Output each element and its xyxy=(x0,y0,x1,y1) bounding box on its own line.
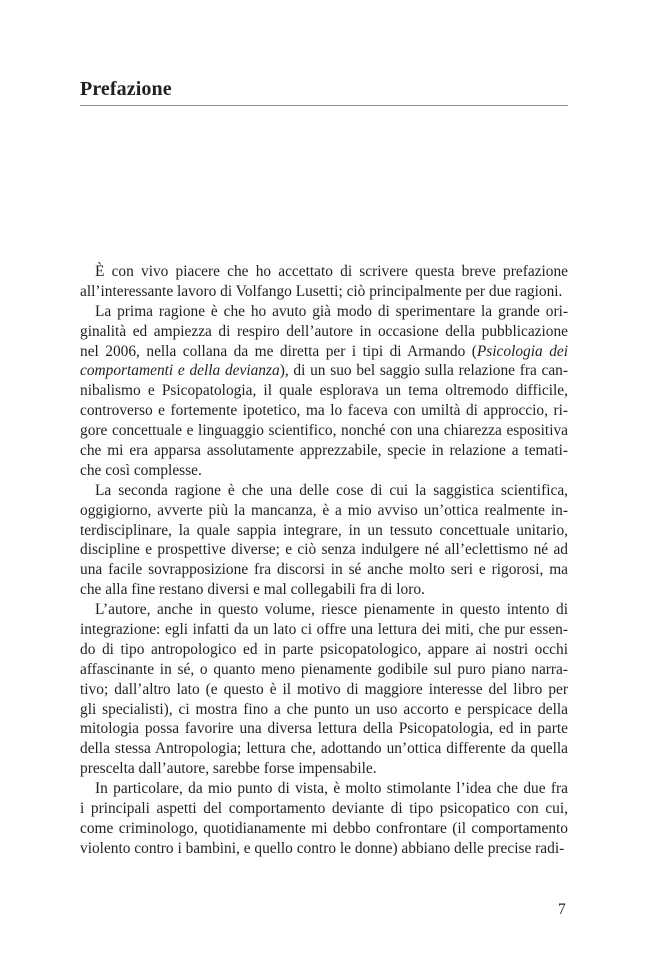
text-segment: che così complesse. xyxy=(80,461,202,479)
text-line xyxy=(80,600,568,620)
text-line xyxy=(80,481,568,501)
paragraph xyxy=(80,262,568,302)
text-segment: La seconda ragione è che una delle cose di cui la saggistica scientifica, xyxy=(95,481,568,499)
text-line xyxy=(80,322,568,342)
text-segment: In particolare, da mio punto di vista, è molto stimolante l’idea che due fra xyxy=(95,780,568,798)
text-segment: come criminologo, quotidianamente mi debbo confrontare (il comportamento xyxy=(80,819,568,837)
text-segment: discipline e prospettive diverse; e ciò senza indulgere né all’eclettismo né ad xyxy=(80,541,568,559)
text-line xyxy=(80,262,568,282)
text-line xyxy=(80,680,568,700)
text-line xyxy=(80,381,568,401)
text-segment: La prima ragione è che ho avuto già modo di sperimentare la grande ori- xyxy=(95,302,568,320)
italic-text: Psicologia dei xyxy=(476,342,568,360)
text-line xyxy=(80,540,568,560)
text-line xyxy=(80,501,568,521)
text-line xyxy=(80,660,568,680)
text-segment: terdisciplinare, la quale sappia integrare, in un tessuto concettuale unitario, xyxy=(80,521,568,539)
text-segment: ginalità ed ampiezza di respiro dell’autore in occasione della pubblicazione xyxy=(80,322,568,340)
text-segment: ), di un suo bel saggio sulla relazione fra can- xyxy=(279,362,569,380)
italic-text: comportamenti e della devianza xyxy=(80,362,280,380)
text-line xyxy=(80,342,568,362)
title-divider xyxy=(80,105,568,106)
text-line xyxy=(80,521,568,541)
text-segment: una facile sovrapposizione fra discorsi in sé anche molto seri e rigorosi, ma xyxy=(80,561,568,579)
text-line xyxy=(80,700,568,720)
text-segment: che alla fine restano diversi e mal collegabili fra di loro. xyxy=(80,581,425,599)
text-segment: della stessa Antropologia; lettura che, adottando un’ottica differente da quella xyxy=(80,740,568,758)
paragraph xyxy=(80,302,568,481)
text-segment: affascinante in sé, o quanto meno pienamente godibile sul puro piano narra- xyxy=(80,660,568,678)
page-title: Prefazione xyxy=(80,78,172,100)
text-line xyxy=(80,302,568,322)
paragraph xyxy=(80,600,568,779)
text-line xyxy=(80,361,568,381)
text-line xyxy=(80,282,568,302)
text-segment: all’interessante lavoro di Volfango Lusetti; ciò principalmente per due ragioni. xyxy=(80,282,563,300)
text-line xyxy=(80,560,568,580)
text-line xyxy=(80,819,568,839)
text-segment: È con vivo piacere che ho accettato di scrivere questa breve prefazione xyxy=(95,263,568,280)
text-line xyxy=(80,719,568,739)
text-line xyxy=(80,640,568,660)
text-line xyxy=(80,441,568,461)
text-segment: do di tipo antropologico ed in parte psicopatologico, appare ai nostri occhi xyxy=(80,640,568,658)
text-segment: integrazione: egli infatti da un lato ci offre una lettura dei miti, che pur essen- xyxy=(80,621,568,639)
text-segment: nel 2006, nella collana da me diretta per i tipi di Armando ( xyxy=(80,342,477,360)
text-segment: mitologia possa favorire una diversa lettura della Psicopatologia, ed in parte xyxy=(80,720,568,738)
text-line xyxy=(80,461,568,481)
text-line xyxy=(80,839,568,859)
text-segment: i principali aspetti del comportamento deviante di tipo psicopatico con cui, xyxy=(80,800,568,818)
text-line xyxy=(80,799,568,819)
text-segment: gore concettuale e linguaggio scientifico, nonché con una chiarezza espositiva xyxy=(80,422,568,440)
text-segment: violento contro i bambini, e quello contro le donne) abbiano delle precise radi- xyxy=(80,839,565,857)
body-text xyxy=(80,262,568,859)
text-line xyxy=(80,759,568,779)
text-segment: oggigiorno, avverte più la mancanza, è a mio avviso un’ottica realmente in- xyxy=(80,501,568,519)
text-line xyxy=(80,779,568,799)
text-line xyxy=(80,580,568,600)
text-segment: che mi era apparsa assolutamente apprezzabile, specie in relazione a temati- xyxy=(80,442,568,460)
text-segment: prescelta dall’autore, sarebbe forse impensabile. xyxy=(80,760,377,778)
paragraph xyxy=(80,481,568,600)
paragraph xyxy=(80,779,568,859)
text-segment: L’autore, anche in questo volume, riesce pienamente in questo intento di xyxy=(95,601,568,619)
text-segment: tivo; dall’altro lato (e questo è il motivo di maggiore interesse del libro per xyxy=(80,680,568,698)
text-segment: nibalismo e Psicopatologia, il quale esplorava un tema oltremodo difficile, xyxy=(80,382,568,400)
text-line xyxy=(80,739,568,759)
text-segment: gli specialisti), ci mostra fino a che punto un uso accorto e perspicace della xyxy=(80,700,568,718)
text-line xyxy=(80,401,568,421)
text-line xyxy=(80,620,568,640)
text-segment: controverso e fortemente ipotetico, ma lo faceva con umiltà di approccio, ri- xyxy=(80,402,568,420)
page-number: 7 xyxy=(558,901,566,918)
text-line xyxy=(80,421,568,441)
